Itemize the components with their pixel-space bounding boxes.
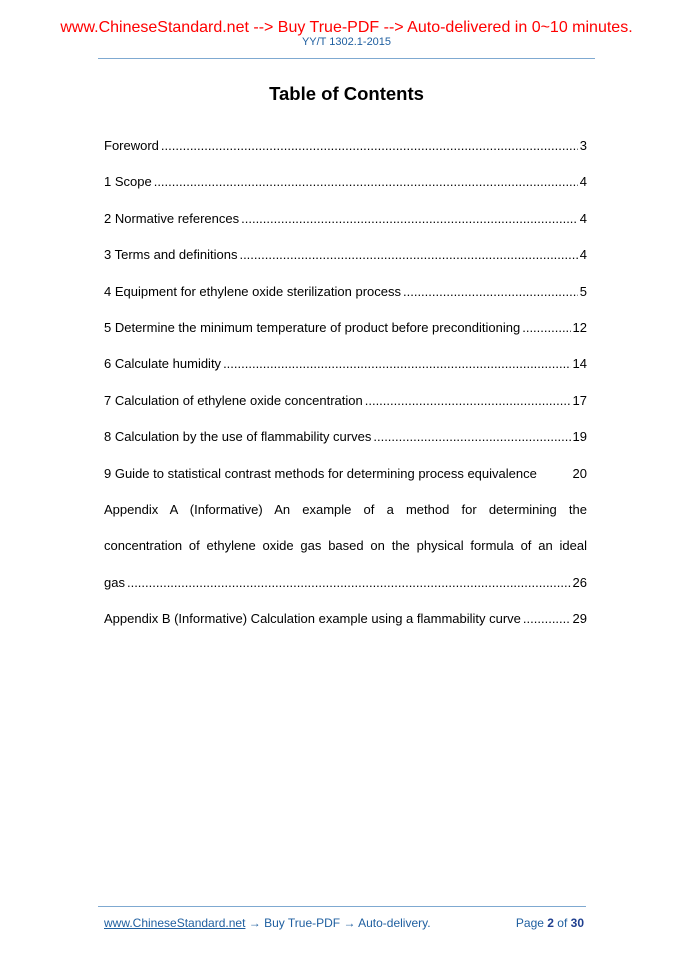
toc-entry-label: 8 Calculation by the use of flammability curves <box>104 429 372 445</box>
dot-leader <box>241 209 578 229</box>
toc-entry-equipment[interactable] <box>104 282 587 318</box>
table-of-contents <box>104 136 587 645</box>
toc-entry-terms-definitions[interactable] <box>104 245 587 281</box>
toc-entry-page: 5 <box>579 283 587 299</box>
toc-entry-label: 3 Terms and definitions <box>104 247 238 263</box>
toc-entry-label: Appendix B (Informative) Calculation example using a flammability curve <box>104 611 521 627</box>
toc-entry-page: 4 <box>579 174 587 190</box>
dot-leader <box>154 172 578 192</box>
toc-entry-humidity[interactable] <box>104 354 587 390</box>
banner-text: www.ChineseStandard.net --> Buy True-PDF --> Auto-delivered in 0~10 minutes. <box>60 19 633 36</box>
toc-entry-page: 4 <box>579 210 587 226</box>
toc-entry-statistical-methods[interactable] <box>104 464 587 500</box>
toc-entry-minimum-temperature[interactable] <box>104 318 587 354</box>
toc-entry-page: 17 <box>572 392 587 408</box>
dot-leader <box>239 245 577 265</box>
toc-entry-label: 1 Scope <box>104 174 152 190</box>
toc-entry-flammability-curves[interactable] <box>104 427 587 463</box>
footer-divider <box>98 906 586 907</box>
total-pages: 30 <box>570 916 584 930</box>
page-label: Page <box>515 916 548 930</box>
dot-leader <box>403 282 578 302</box>
toc-entry-label: 5 Determine the minimum temperature of product before preconditioning <box>104 319 521 335</box>
toc-entry-scope[interactable] <box>104 172 587 208</box>
toc-entry-label-line <box>104 573 587 609</box>
dot-leader <box>365 391 571 411</box>
toc-entry-label: Foreword <box>104 138 159 153</box>
current-page: 2 <box>547 916 554 930</box>
appendix-a-line-2: concentration of ethylene oxide gas based on the physical formula of an ideal <box>104 538 587 554</box>
toc-entry-appendix-b[interactable] <box>104 609 587 645</box>
toc-entry-label: 7 Calculation of ethylene oxide concentration <box>104 392 363 408</box>
toc-entry-eo-concentration[interactable] <box>104 391 587 427</box>
page-title: Table of Contents <box>269 83 424 104</box>
toc-entry-page: 29 <box>572 611 587 627</box>
toc-entry-page: 3 <box>579 138 587 153</box>
toc-entry-page: 12 <box>572 319 587 335</box>
toc-entry-label-line <box>104 500 587 536</box>
toc-entry-page: 14 <box>572 356 587 372</box>
toc-entry-page: 4 <box>579 247 587 263</box>
dot-leader <box>223 354 570 374</box>
toc-entry-label: 2 Normative references <box>104 210 240 226</box>
toc-entry-label: 9 Guide to statistical contrast methods for determining process equivalence <box>104 465 537 481</box>
toc-entry-page: 20 <box>572 465 587 481</box>
dot-leader <box>523 609 571 629</box>
toc-entry-normative-references[interactable] <box>104 209 587 245</box>
toc-entry-foreword[interactable] <box>104 136 587 172</box>
dot-leader <box>161 136 578 156</box>
page-number <box>516 916 584 930</box>
dot-leader <box>373 427 570 447</box>
appendix-a-line-1: Appendix A (Informative) An example of a method for determining the <box>104 501 587 517</box>
toc-entry-label: 6 Calculate humidity <box>104 356 222 372</box>
toc-entry-appendix-a[interactable] <box>104 500 587 609</box>
page-of-label: of <box>553 916 571 930</box>
footer-promo-text: → Buy True-PDF → Auto-delivery. <box>245 916 431 930</box>
document-code: YY/T 1302.1-2015 <box>301 36 392 48</box>
footer-link[interactable]: www.ChineseStandard.net <box>104 916 246 930</box>
dot-leader <box>127 573 571 593</box>
appendix-a-line-3: gas <box>104 574 125 590</box>
toc-entry-label: 4 Equipment for ethylene oxide sterilization process <box>104 283 401 299</box>
footer-promo <box>104 916 431 930</box>
header-divider <box>98 58 595 59</box>
toc-entry-page: 19 <box>572 429 587 445</box>
toc-entry-page: 26 <box>572 574 587 590</box>
toc-entry-label-line <box>104 536 587 572</box>
dot-leader <box>522 318 570 338</box>
